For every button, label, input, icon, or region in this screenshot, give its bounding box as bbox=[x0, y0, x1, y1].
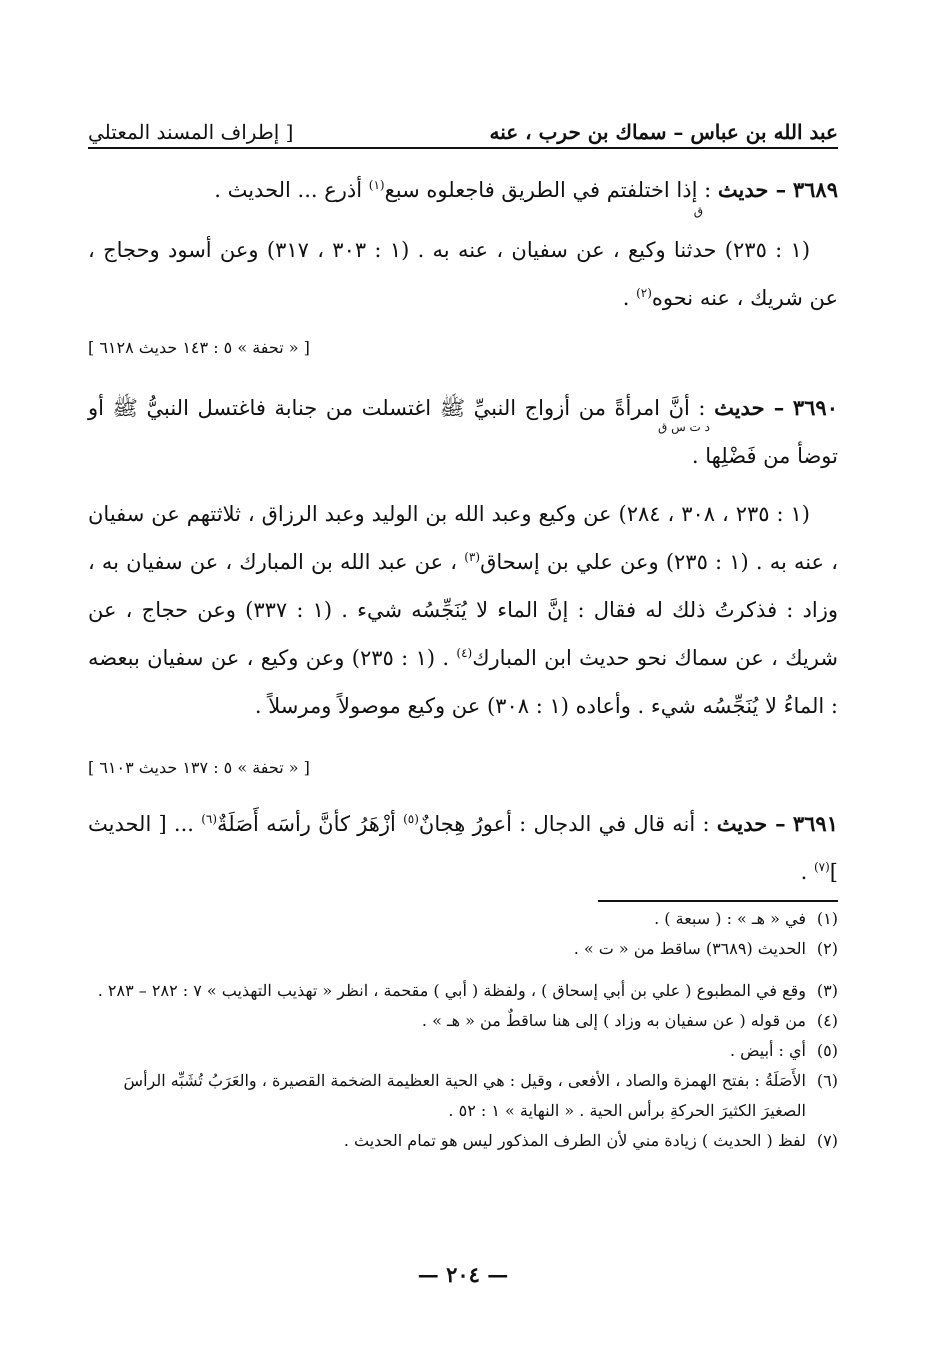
footnote bbox=[88, 1006, 838, 1036]
tuhfa-reference: [ « تحفة » ٥ : ١٤٣ حديث ٦١٢٨ ] bbox=[88, 338, 310, 357]
footnote-ref: (٦) bbox=[201, 812, 218, 826]
footnote bbox=[88, 1066, 838, 1126]
footnote-text: الحديث (٣٦٨٩) ساقط من « ت » . bbox=[573, 939, 806, 958]
footnote bbox=[88, 1036, 838, 1066]
footnote bbox=[88, 976, 838, 1006]
footnote-ref: (٧) bbox=[813, 860, 830, 874]
hadith-3689-sources bbox=[88, 226, 838, 322]
sources-text: (١ : ٢٣٥) حدثنا وكيع ، عن سفيان ، عنه به . (١ : ٣٠٣ ، ٣١٧) وعن أسود وحجاج ، عن شريك ، عنه نحوه bbox=[88, 238, 838, 310]
footnote-ref: (٢) bbox=[636, 286, 652, 300]
sources-text-cont: ، عن عبد الله بن المبارك ، عن سفيان به ، وزاد : فذكرتُ ذلك له فقال : إنَّ الماء لا يُنَجِّسُه شيء . (١ : ٣٣٧) وعن حجاج ، عن شريك ، عن سماك نحو حديث ابن المبارك bbox=[88, 550, 838, 670]
header-title: عبد الله بن عباس – سماك بن حرب ، عنه bbox=[489, 120, 838, 144]
footnote-text: من قوله ( عن سفيان به وزاد ) إلى هنا ساقطٌ من « هـ » . bbox=[421, 1011, 806, 1030]
header-rule bbox=[88, 147, 838, 149]
sources-text-end: . (١ : ٢٣٥) وعن وكيع ، عن سفيان ببعضه : الماءُ لا يُنَجِّسُه شيء . وأعاده (١ : ٣٠٨) عن وكيع موصولاً ومرسلاً . bbox=[88, 646, 838, 718]
tuhfa-reference: [ « تحفة » ٥ : ١٣٧ حديث ٦١٠٣ ] bbox=[88, 758, 310, 777]
sources-text: (١ : ٢٣٥ ، ٣٠٨ ، ٢٨٤) عن وكيع وعبد الله بن الوليد وعبد الرزاق ، ثلاثتهم عن سفيان ، عنه به . (١ : ٢٣٥) وعن علي بن إسحاق bbox=[88, 502, 839, 574]
footnote-number: (٦) bbox=[816, 1071, 838, 1090]
hadith-3689: ٣٦٨٩ – حديث : إذا اختلفتم في الطريق فاجعلوه سبع$^{(١)}$ أذرع ... الحديث . bbox=[214, 177, 838, 202]
footnote-ref: (٥) bbox=[403, 812, 419, 826]
footnotes bbox=[88, 904, 838, 1156]
footnote bbox=[88, 1126, 838, 1156]
footnote-ref: (٣) bbox=[464, 550, 481, 564]
footnote-number: (٤) bbox=[816, 1011, 838, 1030]
footnote-text: أي : أبيض . bbox=[729, 1041, 806, 1060]
hadith-label: حديث bbox=[716, 811, 768, 836]
hadith-3690: ٣٦٩٠ – حديث : أنَّ امرأةً من أزواج النبيِّ ﷺ اغتسلت من جنابة فاغتسل النبيُّ ﷺ أو توضأ من فَضْلِها . bbox=[88, 395, 838, 468]
footnote-text: لفظ ( الحديث ) زيادة مني لأن الطرف المذكور ليس هو تمام الحديث . bbox=[343, 1131, 806, 1150]
footnote bbox=[88, 934, 838, 964]
hadith-text-end: . bbox=[800, 860, 814, 884]
hadith-text: : إذا اختلفتم في الطريق فاجعلوه سبع bbox=[384, 178, 718, 202]
sigla: د ت س ق bbox=[657, 420, 710, 434]
hadith-text: : أنَّ امرأةً من أزواج النبيِّ ﷺ اغتسلت من جنابة فاغتسل النبيُّ ﷺ أو توضأ من فَضْلِها . bbox=[88, 396, 838, 468]
footnote bbox=[88, 904, 838, 934]
hadith-text-cont: أزْهَرُ كأنَّ رأسَه أَصَلَةٌ bbox=[217, 812, 404, 836]
hadith-label: حديث bbox=[714, 395, 765, 420]
hadith-number: ٣٦٨٩ bbox=[792, 177, 838, 202]
footnote-text: الأَصَلَةُ : بفتح الهمزة والصاد ، الأفعى ، وقيل : هي الحية العظيمة الضخمة القصيرة ، والعَرَبُ تُشَبِّه الرأسَ الصغيرَ الكثيرَ الحركةِ برأس الحية . « النهاية » ١ : ٥٢ . bbox=[123, 1071, 806, 1120]
footnote-number: (٥) bbox=[816, 1041, 838, 1060]
hadith-number: ٣٦٩١ bbox=[792, 811, 838, 836]
footnote-rule bbox=[598, 900, 838, 902]
hadith-text: : أنه قال في الدجال : أعورُ هِجانٌ bbox=[418, 812, 717, 836]
footnote-number: (٢) bbox=[816, 939, 838, 958]
hadith-text-cont: أذرع ... الحديث . bbox=[214, 178, 369, 202]
footnote-number: (٣) bbox=[816, 981, 838, 1000]
running-head bbox=[88, 112, 838, 152]
hadith-text-cont2: ... [ الحديث ] bbox=[88, 812, 838, 884]
sources-end: . bbox=[622, 286, 637, 310]
footnote-number: (١) bbox=[816, 909, 838, 928]
hadith-number: ٣٦٩٠ bbox=[792, 395, 838, 420]
page-number: — ٢٠٤ — bbox=[417, 1262, 509, 1287]
hadith-3691: ٣٦٩١ – حديث : أنه قال في الدجال : أعورُ هِجانٌ$^{(٥)}$ أزْهَرُ كأنَّ رأسَه أَصَلَةٌ$^{(٦)}$ ... [ الحديث ]$^{(٧)}$ . bbox=[88, 811, 838, 884]
footnote-ref: (١) bbox=[368, 178, 385, 192]
hadith-label: حديث bbox=[717, 177, 769, 202]
footnote-text: في « هـ » : ( سبعة ) . bbox=[654, 909, 806, 928]
footnote-text: وقع في المطبوع ( علي بن أبي إسحاق ) ، ولفظة ( أبي ) مقحمة ، انظر « تهذيب التهذيب » ٧ : ٢٨٢ – ٢٨٣ . bbox=[97, 981, 806, 1000]
footnote-number: (٧) bbox=[816, 1131, 838, 1150]
sigla: ق bbox=[693, 204, 703, 218]
footnote-ref: (٤) bbox=[456, 646, 473, 660]
header-book-title: [ إطراف المسند المعتلي bbox=[88, 120, 294, 144]
hadith-3690-sources bbox=[88, 490, 838, 730]
